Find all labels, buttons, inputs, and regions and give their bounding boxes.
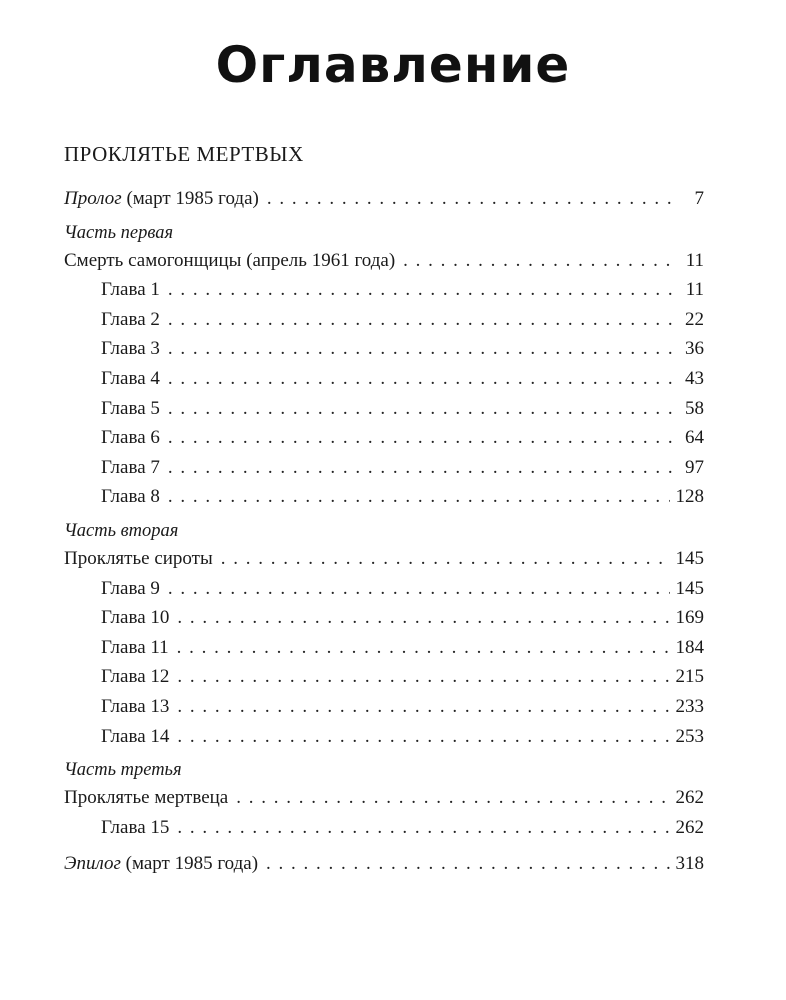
- dot-leader: [168, 275, 678, 305]
- toc-entry-chapter[interactable]: [64, 692, 704, 722]
- part-heading: Часть третья: [64, 760, 182, 781]
- page-number: 36: [685, 338, 704, 360]
- page-number: 58: [685, 397, 704, 419]
- page-number: 262: [675, 787, 704, 809]
- toc-entry-chapter[interactable]: [64, 722, 704, 752]
- entry-label: Глава 8: [101, 486, 160, 508]
- entry-label: Проклятье мертвеца: [64, 787, 229, 809]
- page-number: 128: [675, 486, 704, 508]
- dot-leader: [168, 394, 678, 424]
- toc-entry-chapter[interactable]: [64, 813, 704, 843]
- toc-entry-chapter[interactable]: [64, 633, 704, 663]
- page-number: 22: [685, 308, 704, 330]
- dot-leader: [168, 482, 670, 512]
- page-number: 169: [675, 607, 704, 629]
- dot-leader: [221, 544, 670, 574]
- entry-label: Глава 1: [101, 279, 160, 301]
- page-number: 7: [694, 188, 704, 209]
- entry-label: Проклятье сироты: [64, 547, 213, 569]
- dot-leader: [403, 246, 678, 276]
- toc-entry-chapter[interactable]: [64, 574, 704, 604]
- page-title: Оглавление: [215, 36, 571, 94]
- entry-label: Глава 7: [101, 456, 160, 478]
- entry-label: Глава 15: [101, 816, 170, 838]
- dot-leader: [168, 423, 678, 453]
- page-number: 145: [675, 577, 704, 599]
- entry-label: Глава 4: [101, 367, 160, 389]
- dot-leader: [177, 662, 669, 692]
- dot-leader: [168, 305, 678, 335]
- dot-leader: [168, 364, 678, 394]
- table-of-contents: [64, 184, 704, 879]
- dot-leader: [177, 813, 669, 843]
- entry-label: Глава 5: [101, 397, 160, 419]
- dot-leader: [177, 603, 669, 633]
- page-number: 64: [685, 427, 704, 449]
- toc-entry-section[interactable]: [64, 544, 704, 574]
- entry-label: Глава 9: [101, 577, 160, 599]
- book-title: ПРОКЛЯТЬЕ МЕРТВЫХ: [64, 142, 304, 166]
- toc-entry-chapter[interactable]: [64, 482, 704, 512]
- toc-entry-section[interactable]: [64, 246, 704, 276]
- entry-label: Смерть самогонщицы (апрель 1961 года): [64, 249, 396, 271]
- toc-entry-prologue[interactable]: [64, 184, 704, 214]
- page-number: 215: [675, 666, 704, 688]
- toc-entry-chapter[interactable]: [64, 364, 704, 394]
- entry-label: Пролог (март 1985 года): [64, 188, 259, 209]
- page-number: 318: [675, 853, 704, 875]
- dot-leader: [168, 453, 678, 483]
- dot-leader: [236, 783, 669, 813]
- toc-entry-chapter[interactable]: [64, 394, 704, 424]
- page-number: 184: [675, 636, 704, 658]
- toc-entry-chapter[interactable]: [64, 603, 704, 633]
- dot-leader: [168, 334, 678, 364]
- entry-label: Эпилог (март 1985 года): [64, 853, 259, 875]
- entry-label: Глава 14: [101, 725, 170, 747]
- toc-entry-chapter[interactable]: [64, 453, 704, 483]
- page-number: 43: [685, 367, 704, 389]
- toc-entry-chapter[interactable]: [64, 275, 704, 305]
- page-number: 262: [675, 816, 704, 838]
- dot-leader: [267, 184, 678, 214]
- entry-label: Глава 12: [101, 666, 170, 688]
- toc-entry-chapter[interactable]: [64, 305, 704, 335]
- dot-leader: [177, 722, 669, 752]
- entry-label: Глава 11: [101, 636, 169, 658]
- toc-entry-chapter[interactable]: [64, 662, 704, 692]
- toc-entry-epilogue[interactable]: [64, 849, 704, 879]
- page-number: 11: [685, 279, 704, 301]
- entry-label: Глава 13: [101, 695, 170, 717]
- page-number: 145: [675, 547, 704, 569]
- entry-label: Глава 10: [101, 607, 170, 629]
- page-number: 253: [675, 725, 704, 747]
- page-number: 233: [675, 695, 704, 717]
- part-heading: Часть первая: [64, 222, 174, 243]
- dot-leader: [266, 849, 669, 879]
- page-number: 97: [685, 456, 704, 478]
- toc-entry-chapter[interactable]: [64, 423, 704, 453]
- page-number: 11: [685, 249, 704, 271]
- part-heading: Часть вторая: [64, 520, 179, 541]
- toc-entry-chapter[interactable]: [64, 334, 704, 364]
- toc-entry-section[interactable]: [64, 783, 704, 813]
- dot-leader: [168, 574, 670, 604]
- dot-leader: [177, 692, 669, 722]
- entry-label: Глава 6: [101, 427, 160, 449]
- dot-leader: [177, 633, 670, 663]
- entry-label: Глава 2: [101, 308, 160, 330]
- entry-label: Глава 3: [101, 338, 160, 360]
